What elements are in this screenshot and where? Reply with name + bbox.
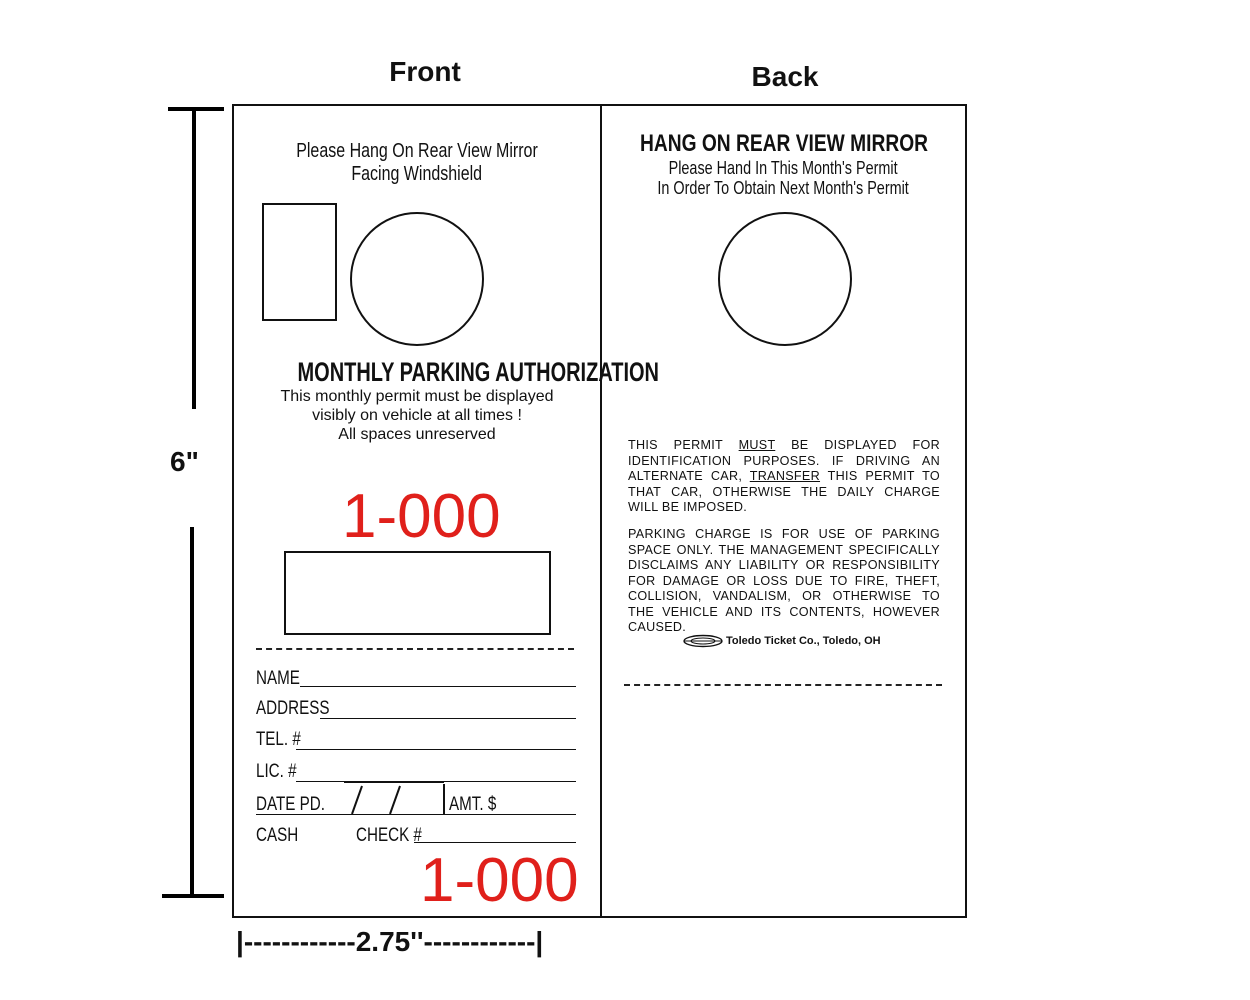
front-heading: Front (389, 56, 461, 87)
printer-credit (682, 634, 881, 648)
serial-number-top: 1-000 (342, 482, 501, 551)
front-tear-line (256, 648, 574, 650)
date-pd-label: DATE PD. (256, 794, 325, 815)
front-title: MONTHLY PARKING AUTHORIZATION (297, 357, 659, 387)
sticker-circle (350, 212, 484, 346)
address-label: ADDRESS (256, 698, 330, 719)
check-label: CHECK # (356, 825, 422, 846)
front-note-line1: This monthly permit must be displayed (280, 388, 554, 405)
back-paragraph-liability: PARKING CHARGE IS FOR USE OF PARKING SPACE ONLY. THE MANAGEMENT SPECIFICALLY DISCLAIMS ANY LIABILITY OR RESPONSIBILITY FOR DAMAGE OR LOSS DUE TO FIRE, THEFT, COLLISION, VANDALISM, OR OTHERWISE TO THE VEHICLE AND ITS CONTENTS, HOWEVER CAUSED. (628, 527, 940, 634)
back-paragraph-display: THIS PERMIT MUST BE DISPLAYED FOR IDENTIFICATION PURPOSES. IF DRIVING AN ALTERNATE CAR, TRANSFER THIS PERMIT TO THAT CAR, OTHERWISE THE DAILY CHARGE WILL BE IMPOSED. (628, 438, 940, 514)
height-label: 6" (170, 446, 199, 477)
date-slashes (334, 782, 454, 816)
validation-box (284, 551, 551, 635)
front-note-line3: All spaces unreserved (338, 426, 496, 443)
must-emphasis: MUST (738, 438, 776, 452)
date-box-top (344, 782, 444, 783)
tel-line[interactable] (296, 749, 576, 750)
cash-label: CASH (256, 825, 299, 846)
sticker-box (262, 203, 337, 321)
front-panel (232, 104, 659, 918)
front-instructions (234, 140, 600, 186)
front-note-line2: visibly on vehicle at all times ! (312, 407, 522, 424)
name-line[interactable] (300, 686, 576, 687)
back-subtitle (602, 158, 965, 198)
lic-label: LIC. # (256, 761, 297, 782)
tel-label: TEL. # (256, 729, 301, 750)
front-note (234, 387, 600, 444)
back-panel (600, 104, 967, 918)
toledo-ticket-logo-icon (682, 634, 724, 648)
back-heading: Back (751, 61, 819, 92)
back-subtitle-line2: In Order To Obtain Next Month's Permit (657, 178, 910, 198)
name-label: NAME (256, 668, 300, 689)
transfer-emphasis: TRANSFER (749, 469, 821, 483)
back-sticker-circle (718, 212, 852, 346)
amt-label: AMT. $ (449, 794, 497, 815)
back-tear-line (624, 684, 942, 686)
width-label: |------------2.75''------------| (236, 926, 544, 957)
address-line[interactable] (320, 718, 576, 719)
printer-credit-text: Toledo Ticket Co., Toledo, OH (726, 635, 881, 647)
check-line[interactable] (414, 842, 576, 843)
back-title: HANG ON REAR VIEW MIRROR (639, 130, 928, 157)
serial-number-bottom: 1-000 (420, 846, 579, 915)
front-instruction-line1: Please Hang On Rear View Mirror (296, 140, 538, 162)
back-subtitle-line1: Please Hand In This Month's Permit (668, 158, 898, 178)
front-instruction-line2: Facing Windshield (351, 163, 483, 185)
